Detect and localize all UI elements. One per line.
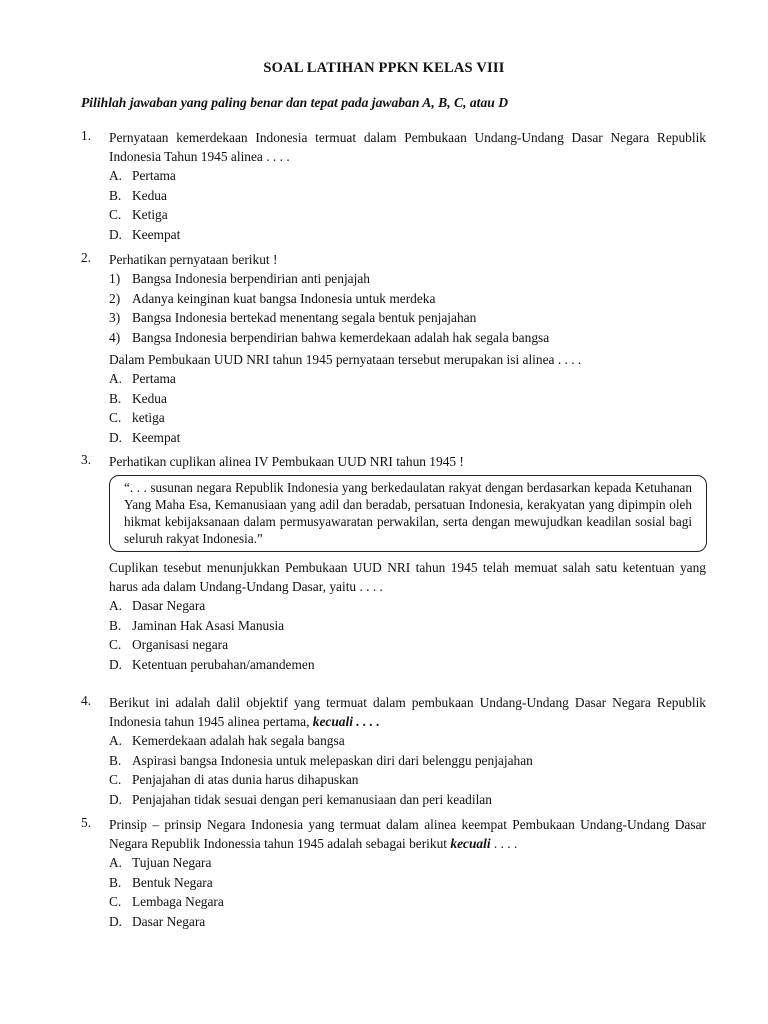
question-text (109, 815, 706, 853)
option-letter: D. (109, 656, 123, 672)
option-text: Kemerdekaan adalah hak segala bangsa (132, 733, 345, 748)
statement-number: 4) (109, 329, 121, 345)
statement-text: Adanya keinginan kuat bangsa Indonesia untuk merdeka (132, 290, 436, 306)
question-text (109, 693, 706, 731)
option-b (109, 751, 706, 771)
question-5 (81, 815, 706, 931)
option-c (109, 635, 706, 655)
option-text: Penjajahan di atas dunia harus dihapuskan (132, 772, 359, 787)
question-follow-text: Cuplikan tesebut menunjukkan Pembukaan UUD NRI tahun 1945 telah memuat salah satu ketentuan yang harus ada dalam Undang-Undang Dasar, yaitu . . . . (109, 560, 706, 594)
option-text: Ketentuan perubahan/amandemen (132, 656, 315, 672)
option-a (109, 166, 706, 186)
option-letter: B. (109, 187, 122, 203)
question-4 (81, 693, 706, 809)
option-text: Organisasi negara (132, 637, 229, 652)
option-text: Bentuk Negara (132, 874, 213, 890)
question-number: 1. (81, 128, 92, 143)
option-letter: A. (109, 855, 123, 870)
question-number: 4. (81, 693, 92, 708)
statement-number: 1) (109, 271, 121, 286)
option-d (109, 790, 706, 810)
option-text: ketiga (132, 410, 165, 425)
option-letter: A. (109, 168, 123, 183)
option-letter: D. (109, 791, 123, 807)
option-b (109, 873, 706, 893)
option-text: Kedua (132, 390, 167, 406)
option-text: Dasar Negara (132, 913, 206, 929)
question-2 (81, 250, 706, 447)
option-letter: D. (109, 226, 123, 242)
question-1 (81, 128, 706, 244)
statement-text: Bangsa Indonesia bertekad menentang segala bentuk penjajahan (132, 310, 477, 325)
statement-3 (109, 308, 706, 328)
page-title: SOAL LATIHAN PPKN KELAS VIII (263, 60, 505, 76)
option-letter: B. (109, 752, 122, 768)
question-number: 2. (81, 250, 92, 265)
option-b (109, 389, 706, 409)
option-d (109, 655, 706, 675)
option-a (109, 731, 706, 751)
option-text: Tujuan Negara (132, 855, 212, 870)
option-letter: A. (109, 371, 123, 386)
statement-text: Bangsa Indonesia berpendirian anti penjajah (132, 271, 370, 286)
option-text: Ketiga (132, 207, 168, 222)
question-number: 5. (81, 815, 92, 830)
option-letter: D. (109, 429, 123, 445)
option-letter: C. (109, 637, 122, 652)
option-b (109, 616, 706, 636)
question-text: Pernyataan kemerdekaan Indonesia termuat dalam Pembukaan Undang-Undang Dasar Negara Republik Indonesia Tahun 1945 alinea . . . . (109, 130, 706, 164)
instruction-text: Pilihlah jawaban yang paling benar dan tepat pada jawaban A, B, C, atau D (81, 95, 509, 110)
option-text: Keempat (132, 429, 181, 445)
option-text: Keempat (132, 226, 181, 242)
option-letter: A. (109, 733, 123, 748)
question-number: 3. (81, 452, 92, 467)
option-letter: C. (109, 772, 122, 787)
option-letter: C. (109, 207, 122, 222)
statement-1 (109, 269, 706, 289)
option-text: Kedua (132, 187, 167, 203)
question-follow-text: Dalam Pembukaan UUD NRI tahun 1945 pernyataan tersebut merupakan isi alinea . . . . (109, 352, 582, 367)
option-a (109, 596, 706, 616)
option-text: Jaminan Hak Asasi Manusia (132, 617, 285, 633)
emphasis-kecuali: kecuali (450, 836, 491, 851)
option-text: Pertama (132, 371, 176, 386)
emphasis-kecuali: kecuali . . . . (312, 714, 380, 729)
question-text: Perhatikan pernyataan berikut ! (109, 252, 278, 267)
option-text: Aspirasi bangsa Indonesia untuk melepaskan diri dari belenggu penjajahan (132, 752, 533, 768)
statement-2 (109, 289, 706, 309)
option-letter: C. (109, 410, 122, 425)
option-c (109, 770, 706, 790)
statement-number: 2) (109, 290, 121, 306)
option-letter: A. (109, 598, 123, 613)
option-text: Dasar Negara (132, 598, 206, 613)
option-d (109, 912, 706, 932)
question-text-tail: . . . . (493, 836, 518, 851)
statement-text: Bangsa Indonesia berpendirian bahwa kemerdekaan adalah hak segala bangsa (132, 329, 550, 345)
option-c (109, 892, 706, 912)
option-c (109, 205, 706, 225)
question-text-main: Berikut ini adalah dalil objektif yang termuat dalam pembukaan Undang-Undang Dasar Negara Republik Indonesia tahun 1945 alinea pertama, (109, 695, 706, 729)
option-letter: B. (109, 874, 122, 890)
option-letter: B. (109, 617, 122, 633)
option-letter: D. (109, 913, 123, 929)
option-b (109, 186, 706, 206)
question-text-main: Prinsip – prinsip Negara Indonesia yang termuat dalam alinea keempat Pembukaan Undang-Undang Dasar Negara Republik Indonessia tahun 1945 adalah sebagai berikut (109, 817, 706, 851)
statement-number: 3) (109, 310, 121, 325)
option-a (109, 853, 706, 873)
option-d (109, 225, 706, 245)
option-d (109, 428, 706, 448)
option-c (109, 408, 706, 428)
option-text: Pertama (132, 168, 176, 183)
quote-box: “. . . susunan negara Republik Indonesia yang berkedaulatan rakyat dengan berdasarkan kepada Ketuhanan Yang Maha Esa, Kemanusiaan yang adil dan beradab, persatuan Indonesia, kerakyatan yang dipimpin oleh hikmat kebijaksanaan dalam permusyawaratan perwakilan, serta dengan mewujudkan keadilan sosial bagi seluruh rakyat Indonesia.” (109, 475, 707, 552)
question-text: Perhatikan cuplikan alinea IV Pembukaan UUD NRI tahun 1945 ! (109, 454, 464, 469)
option-text: Penjajahan tidak sesuai dengan peri kemanusiaan dan peri keadilan (132, 791, 492, 807)
option-letter: C. (109, 894, 122, 909)
question-3 (81, 452, 706, 674)
option-letter: B. (109, 390, 122, 406)
option-text: Lembaga Negara (132, 894, 224, 909)
option-a (109, 369, 706, 389)
statement-4 (109, 328, 706, 348)
